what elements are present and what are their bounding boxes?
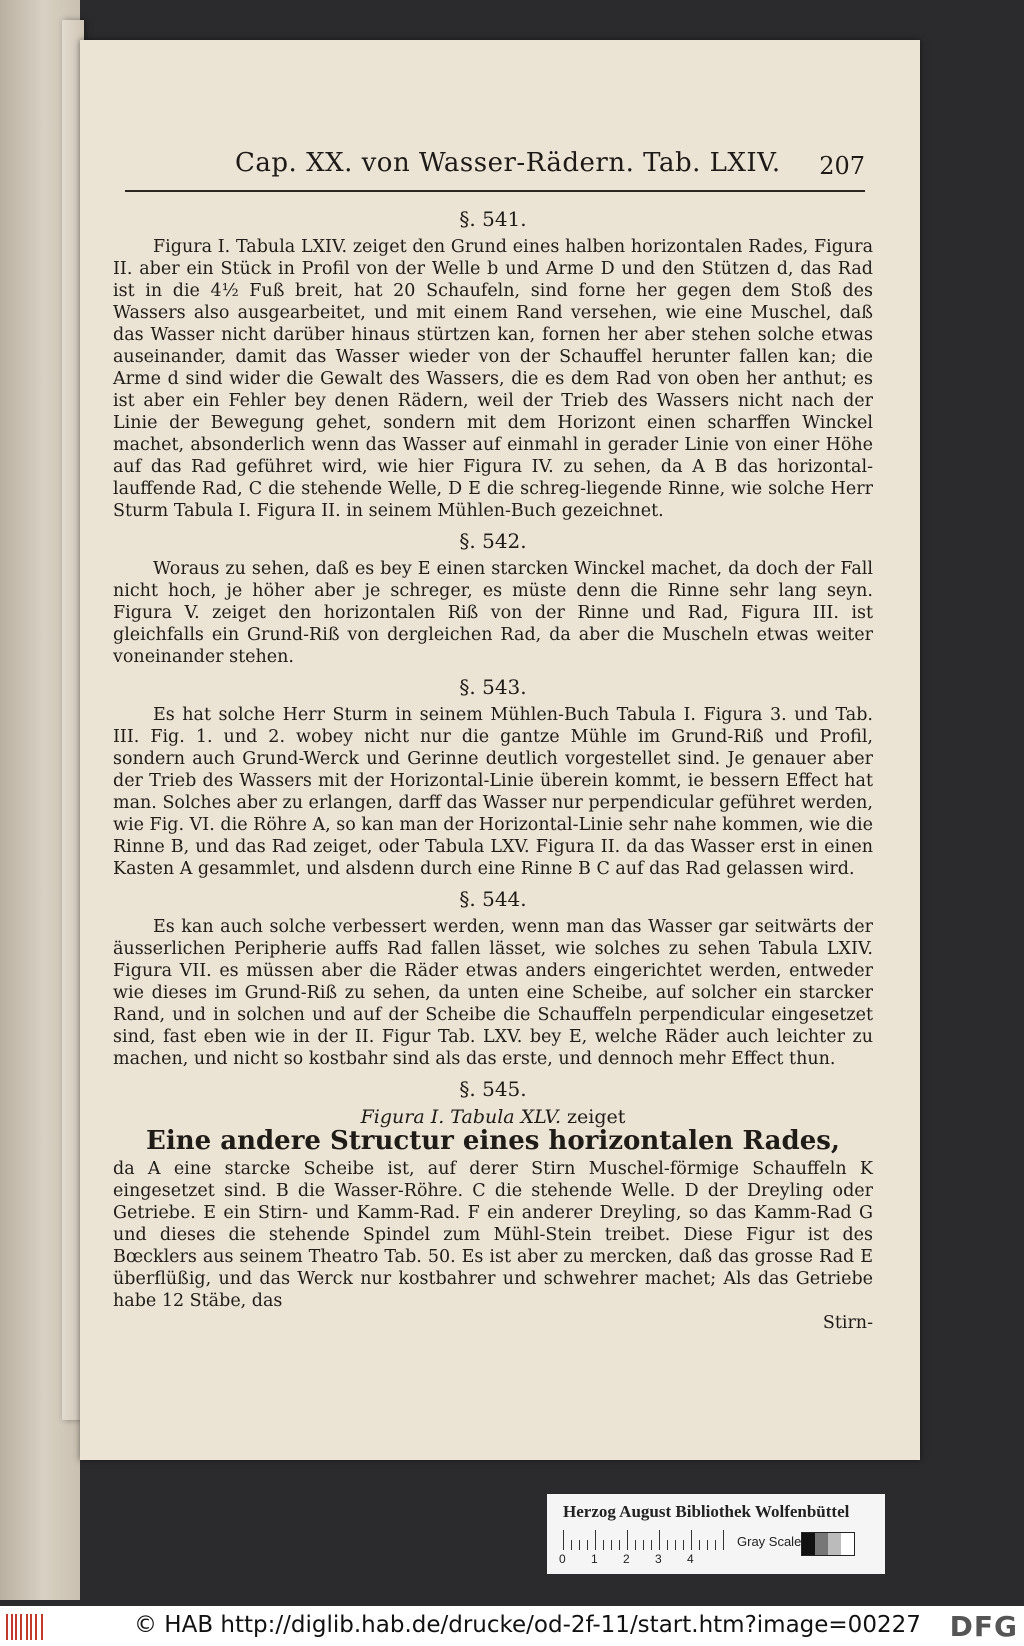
section-text: da A eine starcke Scheibe ist, auf derer Stirn Muschel-förmige Schauffeln K eingesetzet sind. B die Wasser-Röhre. C die stehende Welle. D der Dreyling oder Getriebe. E ein Stirn- und Kamm-Rad. F ein anderer Dreyling, so das Kamm-Rad G und dieses die stehende Spindel zum Mühl-Stein treibet. Diese Figur ist des Bœcklers aus seinem Theatro Tab. 50. Es ist aber zu mercken, daß das grosse Rad E überflüßig, und das Werck nur kostbahrer und schwehrer machet; Als das Getriebe habe 12 Stäbe, das: [113, 1159, 873, 1311]
section-text: Woraus zu sehen, daß es bey E einen starcken Winckel machet, da doch der Fall nicht hoch, je höher aber je schreger, es müste denn die Rinne sehr lang seyn. Figura V. zeiget den horizontalen Riß von der Rinne und Rad, Figura III. ist gleichfalls ein Grund-Riß von dergleichen Rad, da aber die Muscheln etwas weiter voneinander stehen.: [113, 559, 873, 667]
section-544: [113, 888, 873, 1070]
gray-scale-swatches: [801, 1532, 855, 1556]
figure-line: Figura I. Tabula XLV.: [360, 1106, 561, 1128]
section-545: [113, 1078, 873, 1334]
section-number: §. 542.: [459, 529, 527, 553]
ruler-number: 3: [655, 1552, 662, 1566]
page-body: [113, 200, 873, 1334]
copyright-url[interactable]: © HAB http://diglib.hab.de/drucke/od-2f-11/start.htm?image=00227: [134, 1612, 921, 1638]
ruler-number: 4: [687, 1552, 694, 1566]
section-number: §. 543.: [459, 675, 527, 699]
figure-line-word: zeiget: [567, 1106, 626, 1128]
gray-scale-label: Gray Scale: [737, 1534, 802, 1549]
barcode-icon: [6, 1614, 46, 1640]
running-title: Cap. XX. von Wasser-Rädern. Tab. LXIV.: [235, 148, 781, 178]
book-page: [80, 40, 920, 1460]
section-542: [113, 530, 873, 668]
ruler-numbers: [559, 1552, 739, 1568]
section-text: Es kan auch solche verbessert werden, wenn man das Wasser gar seitwärts der äusserlichen Peripherie auffs Rad fallen lässet, wie solches zu sehen Tabula LXIV. Figura VII. es müssen aber die Räder etwas anders eingerichtet werden, entweder wie dieses im Grund-Riß zu sehen, da unten eine Scheibe, auf solcher ein starcker Rand, und in solchen und auf der Scheibe die Schauffeln perpendicular eingesetzet sind, fast eben wie in der II. Figur Tab. LXV. bey E, welche Räder auch leichter zu machen, und nicht so kostbahr sind als das erste, und dennoch mehr Effect thun.: [113, 917, 873, 1069]
footer-bar: [0, 1606, 1024, 1646]
page-header: [125, 148, 865, 188]
page-number: 207: [819, 152, 865, 180]
section-text: Figura I. Tabula LXIV. zeiget den Grund eines halben horizontalen Rades, Figura II. aber ein Stück in Profil von der Welle b und Arme D und den Stützen d, das Rad ist in die 4½ Fuß breit, hat 20 Schaufeln, sind forne her gegen dem Stoß des Wassers also ausgearbeitet, und mit einem Rand versehen, wie eine Muschel, daß das Wasser nicht darüber hinaus stürtzen kan, fornen her aber stehen solche etwas auseinander, damit das Wasser wieder von der Schauffel herunter fallen kan; die Arme d sind wider die Gewalt des Wassers, die es dem Rad von oben her anthut; es ist aber ein Fehler bey denen Rädern, weil der Trieb des Wassers nicht nach der Linie der Bewegung gehet, sondern mit dem Horizont einen scharffen Winckel machet, absonderlich wenn das Wasser auf einmahl in gerader Linie von einer Höhe auf das Rad geführet wird, wie hier Figura IV. zu sehen, da A B das horizontal-lauffende Rad, C die stehende Welle, D E die schreg-liegende Rinne, wie solche Herr Sturm Tabula I. Figura II. in seinem Mühlen-Buch gezeichnet.: [113, 237, 873, 521]
section-number: §. 541.: [459, 207, 527, 231]
library-name: Herzog August Bibliothek Wolfenbüttel: [563, 1502, 850, 1521]
ruler-number: 0: [559, 1552, 566, 1566]
header-rule: [125, 190, 865, 192]
figure-reference: [113, 1106, 873, 1128]
ruler-number: 1: [591, 1552, 598, 1566]
section-text: Es hat solche Herr Sturm in seinem Mühlen-Buch Tabula I. Figura 3. und Tab. III. Fig. 1. und 2. wobey nicht nur die gantze Mühle im Grund-Riß und Profil, sondern auch Grund-Werck und Gerinne deutlich vorgestellet sind. Je genauer aber der Trieb des Wassers mit der Horizontal-Linie überein kommt, ie bessern Effect hat man. Solches aber zu erlangen, darff das Wasser nur perpendicular geführet werden, wie Fig. VI. die Röhre A, so kan man der Horizontal-Linie sehr nahe kommen, wie die Rinne B, und das Rad zeiget, oder Tabula LXV. Figura II. da das Wasser erst in einen Kasten A gesammlet, und alsdenn durch eine Rinne B C auf das Rad gelassen wird.: [113, 705, 873, 879]
library-scale-label: [547, 1494, 885, 1574]
ruler-scale: [563, 1530, 723, 1550]
section-number: §. 545.: [459, 1077, 527, 1101]
catchword: Stirn-: [822, 1313, 873, 1333]
section-number: §. 544.: [459, 887, 527, 911]
section-543: [113, 676, 873, 880]
dfg-logo: DFG: [949, 1610, 1018, 1643]
section-541: [113, 208, 873, 522]
section-heading: Eine andere Structur eines horizontalen Rades,: [146, 1126, 840, 1156]
ruler-number: 2: [623, 1552, 630, 1566]
